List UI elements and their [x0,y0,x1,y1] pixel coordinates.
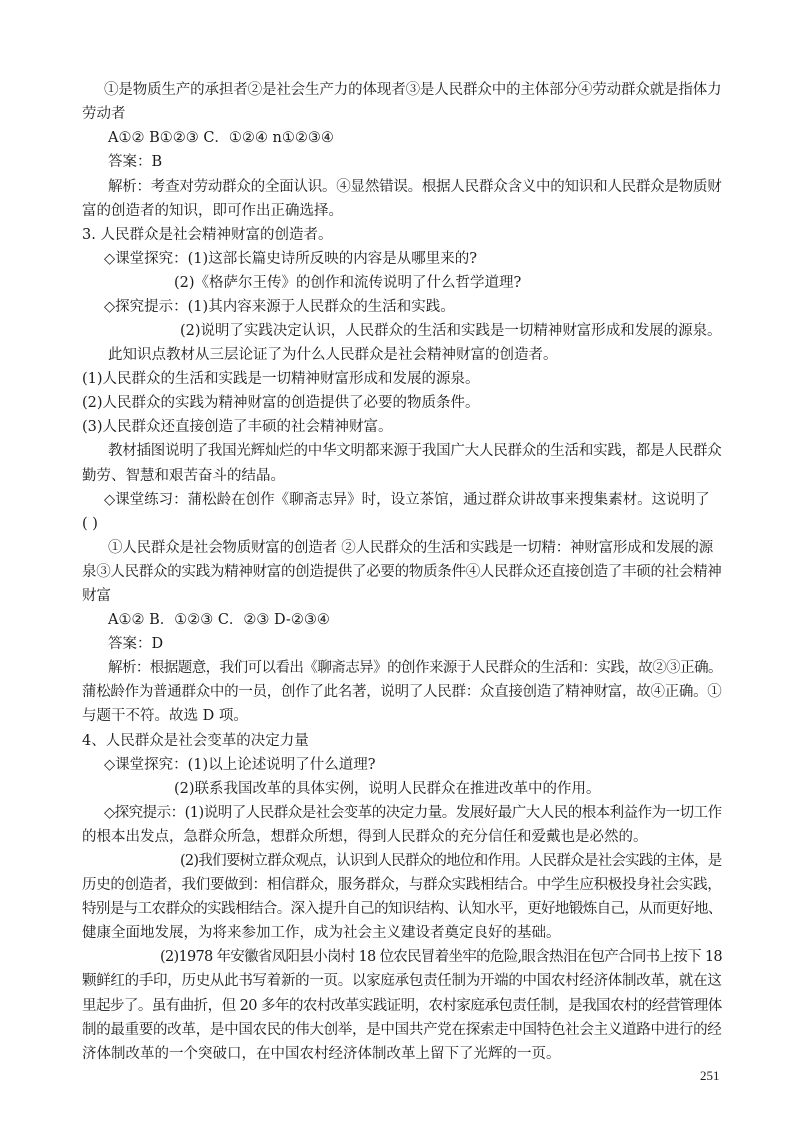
text-line: 健康全面地发展，为将来参加工作，成为社会主义建设者奠定良好的基础。 [82,925,561,941]
text-line: (2)《格萨尔王传》的创作和流传说明了什么哲学道理? [174,275,522,291]
text-line: ◇课堂探究：(1)以上论述说明了什么道理? [104,757,376,773]
text-line: 勤劳、智慧和艰苦奋斗的结晶。 [82,468,285,484]
text-line: ◇探究提示：(1)说明了人民群众是社会变革的决定力量。发展好最广大人民的根本利益作为一切工作 [104,805,722,821]
text-line: 财富 [82,588,111,604]
text-line: (2)联系我国改革的具体实例，说明人民群众在推进改革中的作用。 [174,781,601,797]
text-line: A①② B①②③ C．①②④ n①②③④ [108,130,334,146]
text-line: 制的最重要的改革，是中国农民的伟大创举，是中国共产党在探索走中国特色社会主义道路中进行的经 [82,1022,722,1038]
text-line: 劳动者 [82,106,126,122]
text-line: (2)1978 年安徽省凤阳县小岗村 18 位农民冒着坐牢的危险,眼含热泪在包产合同书上按下 18 [160,949,722,965]
page-number: 251 [700,1068,720,1083]
text-line: (2)说明了实践决定认识，人民群众的生活和实践是一切精神财富形成和发展的源泉。 [180,323,722,339]
section-heading: 4、人民群众是社会变革的决定力量 [82,733,309,749]
text-line: 泉③人民群众的实践为精神财富的创造提供了必要的物质条件④人民群众还直接创造了丰硕的社会精神 [82,564,722,580]
text-line: (3)人民群众还直接创造了丰硕的社会精神财富。 [82,419,393,435]
answer-line: 答案：B [108,154,163,170]
text-line: 特别是与工农群众的实践相结合。深入提升自己的知识结构、认知水平，更好地锻炼自己，从而更好地、 [82,901,722,917]
text-line: 解析：考查对劳动群众的全面认识。④显然错误。根据人民群众含义中的知识和人民群众是物质财 [108,179,722,195]
text-line: 济体制改革的一个突破口，在中国农村经济体制改革上留下了光辉的一页。 [82,1046,561,1062]
text-line: 富的创造者的知识，即可作出正确选择。 [82,203,343,219]
text-line: ◇课堂练习：蒲松龄在创作《聊斋志异》时，设立茶馆，通过群众讲故事来搜集素材。这说明了 [104,492,710,508]
text-line: 此知识点教材从三层论证了为什么人民群众是社会精神财富的创造者。 [108,347,558,363]
text-line: 颗鲜红的手印，历史从此书写着新的一页。以家庭承包责任制为开端的中国农村经济体制改革，就在这 [82,973,722,989]
text-line: (2)人民群众的实践为精神财富的创造提供了必要的物质条件。 [82,395,480,411]
text-line: ◇课堂探究：(1)这部长篇史诗所反映的内容是从哪里来的? [104,251,477,267]
text-line: ①是物质生产的承担者②是社会生产力的体现者③是人民群众中的主体部分④劳动群众就是指体力 [104,82,722,98]
text-line: 蒲松龄作为普通群众中的一员，创作了此名著，说明了人民群：众直接创造了精神财富，故④正确。① [82,684,722,700]
text-line: 与题干不符。故选 D 项。 [82,708,248,724]
text-line: ( ) [82,516,98,532]
text-line: 历史的创造者，我们要做到：相信群众，服务群众，与群众实践相结合。中学生应积极投身社会实践， [82,877,722,893]
text-line: 里起步了。虽有曲折，但 20 多年的农村改革实践证明，农村家庭承包责任制，是我国农村的经营管理体 [82,998,722,1014]
text-line: ①人民群众是社会物质财富的创造者 ②人民群众的生活和实践是一切精：神财富形成和发展的源 [108,540,714,556]
text-line: 教材插图说明了我国光辉灿烂的中华文明都来源于我国广大人民群众的生活和实践，都是人民群众 [108,443,722,459]
text-line: 的根本出发点，急群众所急，想群众所想，得到人民群众的充分信任和爱戴也是必然的。 [82,829,648,845]
section-heading: 3. 人民群众是社会精神财富的创造者。 [82,227,333,243]
text-line: A①② B．①②③ C．②③ D-②③④ [108,612,330,628]
answer-line: 答案：D [108,636,164,652]
text-line: (1)人民群众的生活和实践是一切精神财富形成和发展的源泉。 [82,371,480,387]
text-line: (2)我们要树立群众观点，认识到人民群众的地位和作用。人民群众是社会实践的主体，是 [180,853,722,869]
text-line: 解析：根据题意，我们可以看出《聊斋志异》的创作来源于人民群众的生活和：实践，故②③正确。 [108,660,722,676]
text-line: ◇探究提示：(1)其内容来源于人民群众的生活和实践。 [104,299,455,315]
